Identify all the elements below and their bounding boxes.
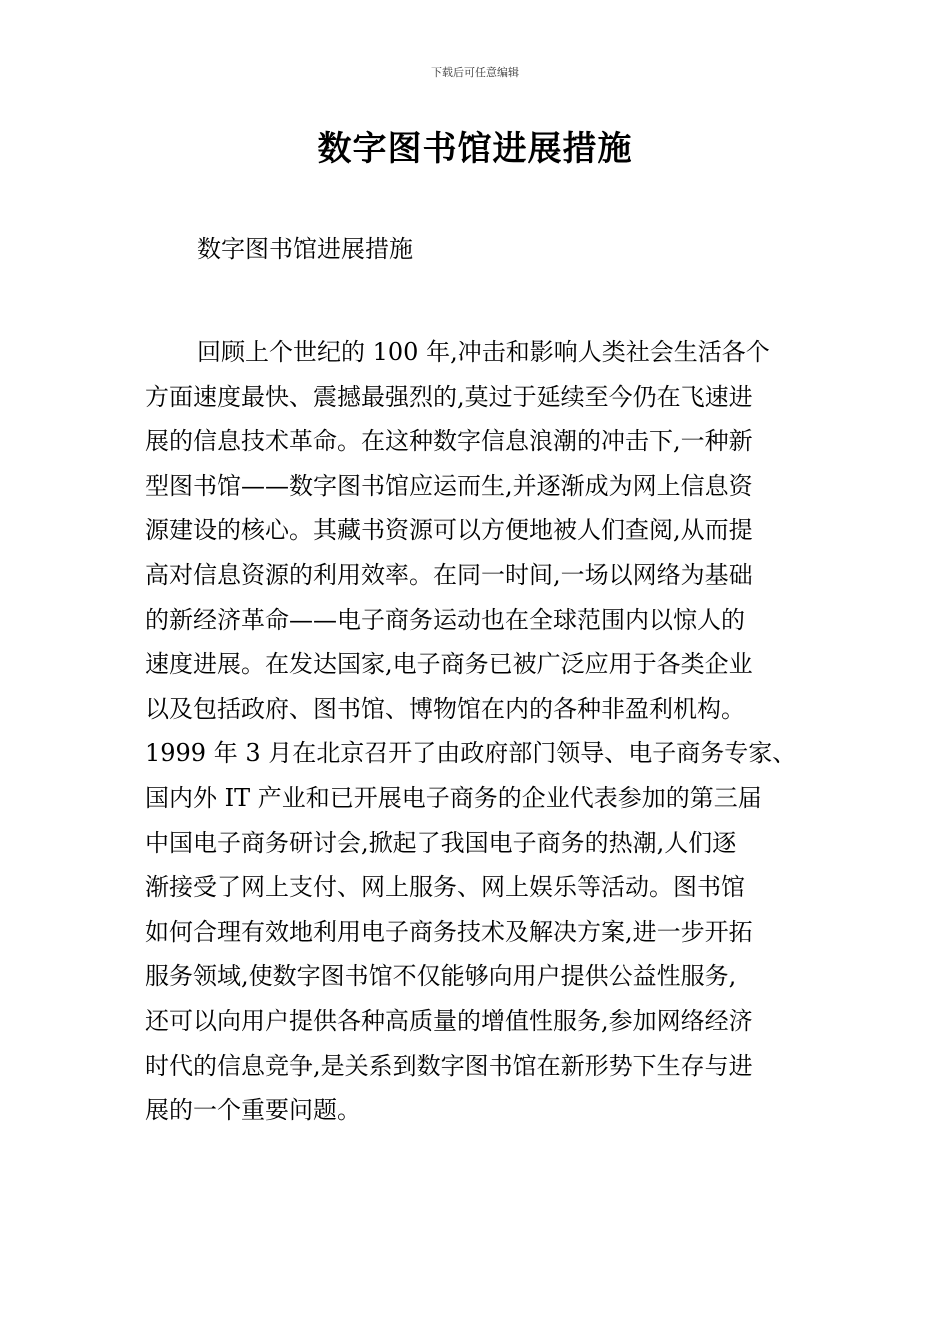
paragraph-line: 渐接受了网上支付、网上服务、网上娱乐等活动。图书馆 [145,873,745,902]
paragraph-line: 还可以向用户提供各种高质量的增值性服务,参加网络经济 [145,1006,753,1035]
paragraph-line: 方面速度最快、震撼最强烈的,莫过于延续至今仍在飞速进 [145,382,753,411]
paragraph-line: 速度进展。在发达国家,电子商务已被广泛应用于各类企业 [145,650,753,679]
paragraph-line: 中国电子商务研讨会,掀起了我国电子商务的热潮,人们逐 [145,828,737,857]
paragraph-line: 国内外 IT 产业和已开展电子商务的企业代表参加的第三届 [145,783,762,812]
paragraph-line: 回顾上个世纪的 100 年,冲击和影响人类社会生活各个 [197,338,770,366]
body-paragraph [145,330,825,1133]
header-note: 下载后可任意编辑 [431,66,519,79]
paragraph-line: 的新经济革命——电子商务运动也在全球范围内以惊人的 [145,605,745,634]
paragraph-line: 展的一个重要问题。 [145,1096,361,1125]
paragraph-line: 1999 年 3 月在北京召开了由政府部门领导、电子商务专家、 [145,739,797,768]
paragraph-line: 型图书馆——数字图书馆应运而生,并逐渐成为网上信息资 [145,471,753,500]
paragraph-line: 源建设的核心。其藏书资源可以方便地被人们查阅,从而提 [145,516,753,545]
paragraph-line: 高对信息资源的利用效率。在同一时间,一场以网络为基础 [145,560,753,589]
paragraph-line: 展的信息技术革命。在这种数字信息浪潮的冲击下,一种新 [145,427,753,456]
paragraph-line: 以及包括政府、图书馆、博物馆在内的各种非盈利机构。 [145,694,745,723]
document-title: 数字图书馆进展措施 [317,129,633,169]
paragraph-line: 服务领域,使数字图书馆不仅能够向用户提供公益性服务, [145,962,737,991]
paragraph-line: 如何合理有效地利用电子商务技术及解决方案,进一步开拓 [145,917,753,946]
document-subtitle: 数字图书馆进展措施 [197,235,413,263]
paragraph-line: 时代的信息竞争,是关系到数字图书馆在新形势下生存与进 [145,1051,753,1080]
